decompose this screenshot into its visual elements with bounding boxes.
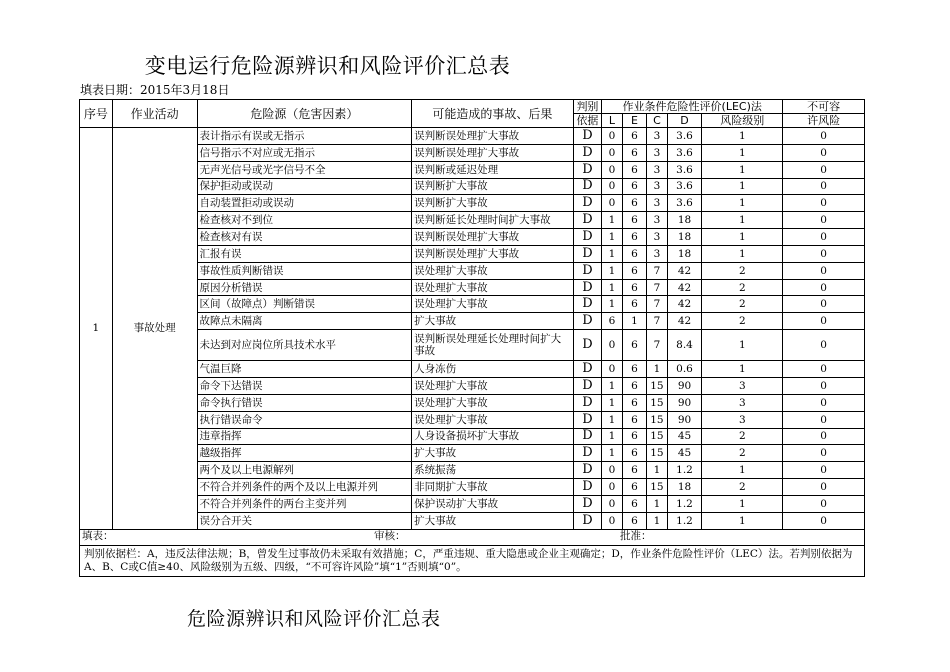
E-cell: 6 [622,262,647,279]
table-row [80,296,865,313]
C-cell: 3 [647,128,667,145]
basis-cell: D [573,296,602,313]
consequence-cell: 误判断误处理扩大事故 [412,229,573,246]
header-basis-bottom: 依据 [573,114,602,128]
D-cell: 3.6 [667,161,702,178]
E-cell: 6 [622,128,647,145]
L-cell: 0 [602,144,622,161]
hazard-cell: 原因分析错误 [197,279,412,296]
C-cell: 7 [647,279,667,296]
hazard-cell: 保护拒动或误动 [197,178,412,195]
D-cell: 42 [667,296,702,313]
basis-cell: D [573,229,602,246]
L-cell: 1 [602,394,622,411]
level-cell: 1 [702,330,783,361]
row-seq: 1 [80,128,113,530]
basis-cell: D [573,195,602,212]
L-cell: 1 [602,428,622,445]
E-cell: 6 [622,445,647,462]
consequence-cell: 保护误动扩大事故 [412,495,573,512]
table-row [80,462,865,479]
table-row [80,279,865,296]
L-cell: 1 [602,445,622,462]
D-cell: 3.6 [667,178,702,195]
D-cell: 3.6 [667,144,702,161]
level-cell: 1 [702,512,783,529]
C-cell: 15 [647,394,667,411]
unacceptable-cell: 0 [783,411,865,428]
L-cell: 0 [602,178,622,195]
D-cell: 42 [667,279,702,296]
L-cell: 0 [602,462,622,479]
L-cell: 1 [602,411,622,428]
consequence-cell: 非同期扩大事故 [412,479,573,496]
unacceptable-cell: 0 [783,195,865,212]
table-row [80,411,865,428]
basis-cell: D [573,394,602,411]
level-cell: 1 [702,495,783,512]
C-cell: 15 [647,377,667,394]
table-row [80,512,865,529]
level-cell: 2 [702,313,783,330]
C-cell: 7 [647,262,667,279]
header-basis-top: 判别 [573,100,602,114]
consequence-cell: 扩大事故 [412,445,573,462]
document-subtitle: 危险源辨识和风险评价汇总表 [187,608,441,630]
basis-cell: D [573,245,602,262]
header-E: E [622,114,647,128]
table-row [80,377,865,394]
E-cell: 6 [622,178,647,195]
table-row [80,330,865,361]
hazard-cell: 越级指挥 [197,445,412,462]
header-unacceptable-top: 不可容 [783,100,865,114]
hazard-cell: 故障点未隔离 [197,313,412,330]
basis-cell: D [573,377,602,394]
D-cell: 18 [667,212,702,229]
L-cell: 0 [602,128,622,145]
unacceptable-cell: 0 [783,512,865,529]
header-L: L [602,114,622,128]
level-cell: 1 [702,245,783,262]
L-cell: 0 [602,195,622,212]
unacceptable-cell: 0 [783,428,865,445]
E-cell: 6 [622,212,647,229]
table-row [80,262,865,279]
C-cell: 7 [647,313,667,330]
hazard-cell: 表计指示有误或无指示 [197,128,412,145]
L-cell: 0 [602,512,622,529]
level-cell: 1 [702,195,783,212]
level-cell: 1 [702,144,783,161]
hazard-cell: 执行错误命令 [197,411,412,428]
level-cell: 2 [702,262,783,279]
L-cell: 1 [602,245,622,262]
L-cell: 1 [602,279,622,296]
basis-cell: D [573,313,602,330]
basis-cell: D [573,330,602,361]
unacceptable-cell: 0 [783,495,865,512]
table-row [80,479,865,496]
D-cell: 1.2 [667,495,702,512]
C-cell: 15 [647,445,667,462]
D-cell: 3.6 [667,128,702,145]
basis-cell: D [573,512,602,529]
consequence-cell: 误处理扩大事故 [412,296,573,313]
D-cell: 18 [667,479,702,496]
D-cell: 42 [667,313,702,330]
unacceptable-cell: 0 [783,212,865,229]
table-row [80,212,865,229]
unacceptable-cell: 0 [783,377,865,394]
D-cell: 8.4 [667,330,702,361]
consequence-cell: 误处理扩大事故 [412,262,573,279]
hazard-cell: 命令下达错误 [197,377,412,394]
basis-cell: D [573,361,602,378]
table-row [80,394,865,411]
consequence-cell: 误处理扩大事故 [412,377,573,394]
unacceptable-cell: 0 [783,330,865,361]
hazard-cell: 信号指示不对应或无指示 [197,144,412,161]
table-row [80,144,865,161]
header-D: D [667,114,702,128]
C-cell: 3 [647,195,667,212]
D-cell: 45 [667,445,702,462]
unacceptable-cell: 0 [783,361,865,378]
level-cell: 2 [702,428,783,445]
C-cell: 3 [647,144,667,161]
header-seq: 序号 [80,100,113,128]
L-cell: 1 [602,262,622,279]
reviewer-label: 审核： [374,530,406,543]
basis-cell: D [573,262,602,279]
basis-cell: D [573,428,602,445]
level-cell: 3 [702,377,783,394]
unacceptable-cell: 0 [783,144,865,161]
level-cell: 1 [702,212,783,229]
basis-cell: D [573,462,602,479]
C-cell: 3 [647,245,667,262]
header-level: 风险级别 [702,114,783,128]
consequence-cell: 误处理扩大事故 [412,411,573,428]
table-row [80,245,865,262]
hazard-cell: 误分合开关 [197,512,412,529]
unacceptable-cell: 0 [783,161,865,178]
C-cell: 15 [647,411,667,428]
unacceptable-cell: 0 [783,394,865,411]
approver-label: 批准： [620,530,652,543]
C-cell: 15 [647,428,667,445]
D-cell: 0.6 [667,361,702,378]
E-cell: 6 [622,495,647,512]
consequence-cell: 系统振荡 [412,462,573,479]
table-row [80,195,865,212]
basis-cell: D [573,411,602,428]
level-cell: 3 [702,411,783,428]
E-cell: 6 [622,462,647,479]
level-cell: 2 [702,445,783,462]
table-row [80,313,865,330]
table-row [80,445,865,462]
document-title: 变电运行危险源辨识和风险评价汇总表 [144,54,511,78]
consequence-cell: 扩大事故 [412,313,573,330]
C-cell: 3 [647,178,667,195]
unacceptable-cell: 0 [783,245,865,262]
L-cell: 6 [602,313,622,330]
E-cell: 1 [622,313,647,330]
unacceptable-cell: 0 [783,296,865,313]
unacceptable-cell: 0 [783,128,865,145]
table-row [80,428,865,445]
table-row [80,361,865,378]
unacceptable-cell: 0 [783,445,865,462]
D-cell: 42 [667,262,702,279]
basis-cell: D [573,495,602,512]
E-cell: 6 [622,279,647,296]
basis-note: 判别依据栏：A，违反法律法规；B，曾发生过事故仍未采取有效措施；C，严重违规、重大隐患或企业主观确定；D，作业条件危险性评价（LEC）法。若判别依据为A、B、C或C值≥40、风险级别为五级、四级，“不可容许风险”填“1”否则填“0”。 [80,546,865,577]
level-cell: 1 [702,229,783,246]
table-row [80,178,865,195]
E-cell: 6 [622,361,647,378]
hazard-cell: 汇报有误 [197,245,412,262]
E-cell: 6 [622,377,647,394]
hazard-cell: 命令执行错误 [197,394,412,411]
D-cell: 3.6 [667,195,702,212]
L-cell: 1 [602,377,622,394]
unacceptable-cell: 0 [783,178,865,195]
D-cell: 1.2 [667,512,702,529]
L-cell: 0 [602,361,622,378]
table-row [80,229,865,246]
hazard-cell: 区间（故障点）判断错误 [197,296,412,313]
hazard-cell: 违章指挥 [197,428,412,445]
C-cell: 7 [647,330,667,361]
C-cell: 1 [647,512,667,529]
hazard-cell: 检查核对不到位 [197,212,412,229]
consequence-cell: 误判断或延迟处理 [412,161,573,178]
header-activity: 作业活动 [112,100,197,128]
L-cell: 0 [602,479,622,496]
table-row [80,128,865,145]
hazard-cell: 不符合并列条件的两个及以上电源并列 [197,479,412,496]
hazard-cell: 未达到对应岗位所具技术水平 [197,330,412,361]
unacceptable-cell: 0 [783,279,865,296]
level-cell: 3 [702,394,783,411]
header-hazard: 危险源（危害因素） [197,100,412,128]
hazard-table [79,99,865,577]
C-cell: 1 [647,495,667,512]
basis-cell: D [573,178,602,195]
E-cell: 6 [622,512,647,529]
level-cell: 1 [702,462,783,479]
basis-cell: D [573,212,602,229]
E-cell: 6 [622,394,647,411]
table-row [80,495,865,512]
basis-cell: D [573,279,602,296]
D-cell: 45 [667,428,702,445]
basis-cell: D [573,161,602,178]
basis-cell: D [573,144,602,161]
level-cell: 1 [702,361,783,378]
fill-date: 填表日期：2015年3月18日 [80,83,230,97]
consequence-cell: 误判断误处理延长处理时间扩大事故 [412,330,573,361]
unacceptable-cell: 0 [783,479,865,496]
E-cell: 6 [622,229,647,246]
consequence-cell: 误判断误处理扩大事故 [412,144,573,161]
table-row [80,161,865,178]
C-cell: 7 [647,296,667,313]
C-cell: 15 [647,479,667,496]
D-cell: 18 [667,229,702,246]
consequence-cell: 误处理扩大事故 [412,394,573,411]
C-cell: 3 [647,212,667,229]
consequence-cell: 误判断扩大事故 [412,195,573,212]
level-cell: 1 [702,161,783,178]
D-cell: 18 [667,245,702,262]
unacceptable-cell: 0 [783,262,865,279]
level-cell: 1 [702,178,783,195]
consequence-cell: 误判断误处理扩大事故 [412,245,573,262]
hazard-cell: 不符合并列条件的两台主变并列 [197,495,412,512]
unacceptable-cell: 0 [783,313,865,330]
hazard-cell: 事故性质判断错误 [197,262,412,279]
signature-row [80,529,865,546]
E-cell: 6 [622,245,647,262]
header-unacceptable-bottom: 许风险 [783,114,865,128]
E-cell: 6 [622,296,647,313]
L-cell: 0 [602,161,622,178]
consequence-cell: 误判断误处理扩大事故 [412,128,573,145]
consequence-cell: 误处理扩大事故 [412,279,573,296]
header-consequence: 可能造成的事故、后果 [412,100,573,128]
E-cell: 6 [622,144,647,161]
hazard-cell: 气温巨降 [197,361,412,378]
consequence-cell: 误判断延长处理时间扩大事故 [412,212,573,229]
E-cell: 6 [622,411,647,428]
E-cell: 6 [622,330,647,361]
L-cell: 0 [602,495,622,512]
L-cell: 1 [602,212,622,229]
L-cell: 1 [602,296,622,313]
C-cell: 3 [647,229,667,246]
D-cell: 90 [667,411,702,428]
hazard-cell: 自动装置拒动或误动 [197,195,412,212]
level-cell: 1 [702,128,783,145]
hazard-cell: 两个及以上电源解列 [197,462,412,479]
consequence-cell: 人身设备损坏扩大事故 [412,428,573,445]
D-cell: 1.2 [667,462,702,479]
C-cell: 3 [647,161,667,178]
level-cell: 2 [702,279,783,296]
consequence-cell: 误判断扩大事故 [412,178,573,195]
hazard-cell: 检查核对有误 [197,229,412,246]
E-cell: 6 [622,479,647,496]
filler-label: 填表： [82,530,114,543]
E-cell: 6 [622,161,647,178]
E-cell: 6 [622,428,647,445]
header-lec-title: 作业条件危险性评价(LEC)法 [602,100,783,114]
consequence-cell: 扩大事故 [412,512,573,529]
basis-cell: D [573,479,602,496]
D-cell: 90 [667,377,702,394]
level-cell: 2 [702,479,783,496]
E-cell: 6 [622,195,647,212]
header-C: C [647,114,667,128]
C-cell: 1 [647,361,667,378]
unacceptable-cell: 0 [783,229,865,246]
level-cell: 2 [702,296,783,313]
basis-cell: D [573,128,602,145]
C-cell: 1 [647,462,667,479]
L-cell: 0 [602,330,622,361]
D-cell: 90 [667,394,702,411]
hazard-cell: 无声光信号或光字信号不全 [197,161,412,178]
consequence-cell: 人身冻伤 [412,361,573,378]
row-activity: 事故处理 [112,128,197,530]
basis-cell: D [573,445,602,462]
unacceptable-cell: 0 [783,462,865,479]
L-cell: 1 [602,229,622,246]
